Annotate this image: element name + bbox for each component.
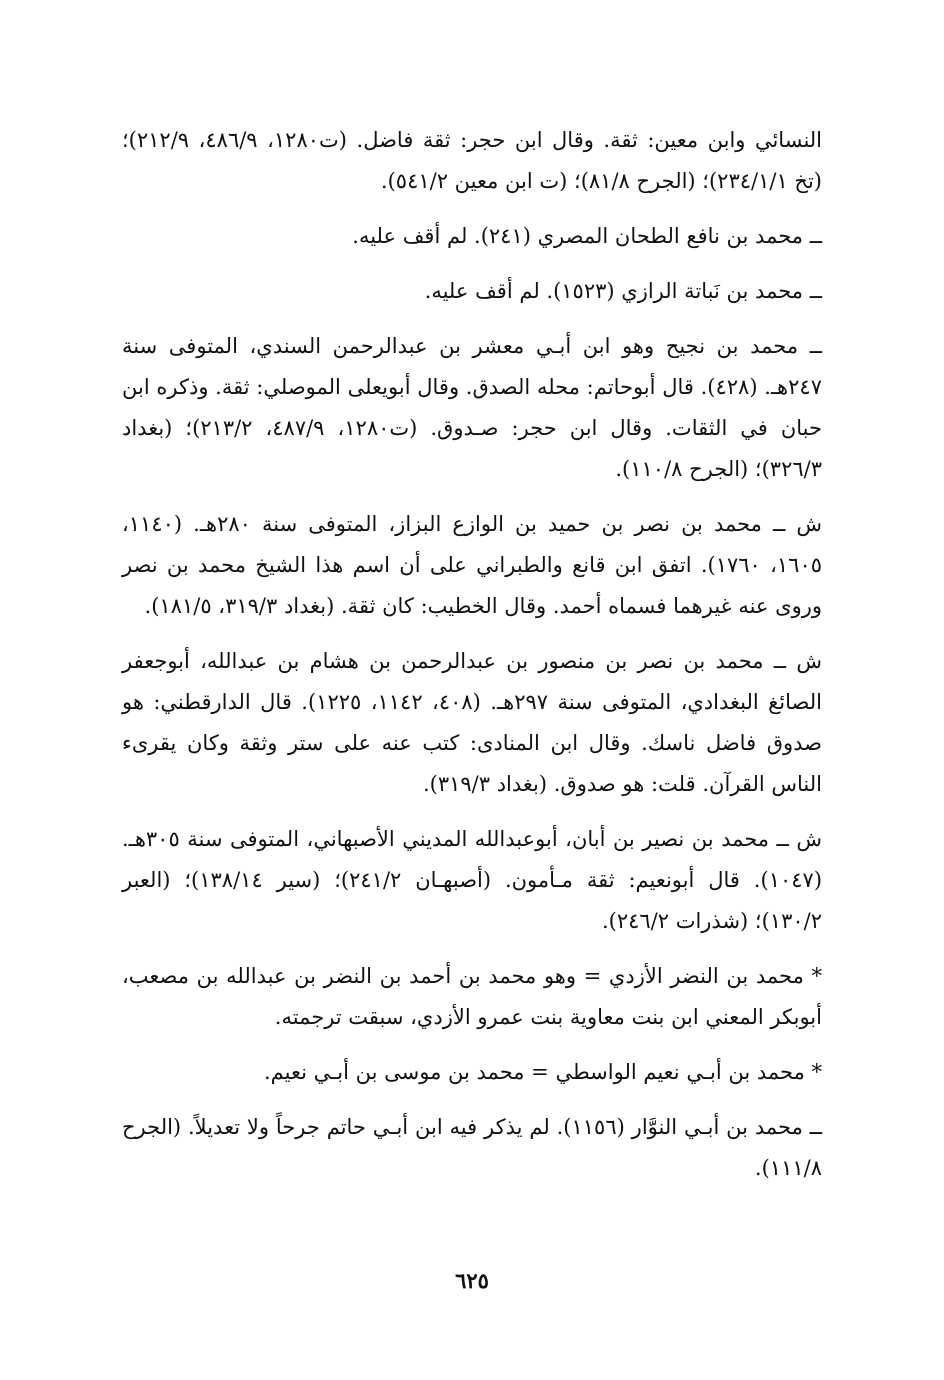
paragraph-muhammad-bin-abi-nuaim: * محمد بن أبـي نعيم الواسطي = محمد بن موسى بن أبـي نعيم. (264, 1060, 822, 1084)
paragraph-muhammad-bin-nasr-bin-mansur: ش ــ محمد بن نصر بن منصور بن عبدالرحمن بن هشام بن عبدالله، أبوجعفر الصائغ البغدادي، المتوفى سنة ٢٩٧هـ. (٤٠٨، ١١٤٢، ١٢٢٥). قال الدارقطني: هو صدوق فاضل ناسك. وقال ابن المنادى: كتب عنه على ستر وثقة وكان يقرىء الناس القرآن. قلت: هو صدوق. (بغداد ٣١٩/٣). (122, 649, 822, 796)
page-number: ٦٢٥ (455, 1268, 489, 1293)
paragraph-muhammad-bin-al-nadr: * محمد بن النضر الأزدي = وهو محمد بن أحمد بن النضر بن عبدالله بن مصعب، أبوبكر المعني ابن بنت معاوية بنت عمرو الأزدي، سبقت ترجمته. (122, 964, 822, 1029)
paragraph-muhammad-bin-nabata: ــ محمد بن نَباتة الرازي (١٥٢٣). لم أقف عليه. (424, 279, 822, 303)
page-body (122, 120, 822, 1189)
paragraph-muhammad-bin-nusair: ش ــ محمد بن نصير بن أبان، أبوعبدالله المديني الأصبهاني، المتوفى سنة ٣٠٥هـ. (١٠٤٧). قال أبونعيم: ثقة مـأمون. (أصبهـان ٢٤١/٢)؛ (سير ١٣٨/١٤)؛ (العبر ١٣٠/٢)؛ (شذرات ٢٤٦/٢). (122, 827, 823, 933)
paragraph-muhammad-bin-nafi: ــ محمد بن نافع الطحان المصري (٢٤١). لم أقف عليه. (352, 224, 822, 248)
paragraph-nasai-continuation: النسائي وابن معين: ثقة. وقال ابن حجر: ثقة فاضل. (ت١٢٨٠، ٤٨٦/٩، ٢١٢/٩)؛ (تخ ٢٣٤/١/١)؛ (الجرح ٨١/٨)؛ (ت ابن معين ٥٤١/٢). (122, 128, 823, 193)
paragraph-muhammad-bin-najih: ــ محمد بن نجيح وهو ابن أبـي معشر بن عبدالرحمن السندي، المتوفى سنة ٢٤٧هـ. (٤٢٨). قال أبوحاتم: محله الصدق. وقال أبويعلى الموصلي: ثقة. وذكره ابن حبان في الثقات. وقال ابن حجر: صـدوق. (ت١٢٨٠، ٤٨٧/٩، ٢١٣/٢)؛ (بغداد ٣٢٦/٣)؛ (الجرح ١١٠/٨). (122, 334, 822, 481)
paragraph-muhammad-bin-abi-al-nawwar: ــ محمد بن أبـي النوَّار (١١٥٦). لم يذكر فيه ابن أبـي حاتم جرحاً ولا تعديلاً. (الجرح ١١١/٨). (122, 1115, 822, 1180)
paragraph-muhammad-bin-nasr-bin-humaid: ش ــ محمد بن نصر بن حميد بن الوازع البزاز، المتوفى سنة ٢٨٠هـ. (١١٤٠، ١٦٠٥، ١٧٦٠). اتفق ابن قانع والطبراني على أن اسم هذا الشيخ محمد بن نصر وروى عنه غيرهما فسماه أحمد. وقال الخطيب: كان ثقة. (بغداد ٣١٩/٣، ١٨١/٥). (122, 512, 823, 618)
